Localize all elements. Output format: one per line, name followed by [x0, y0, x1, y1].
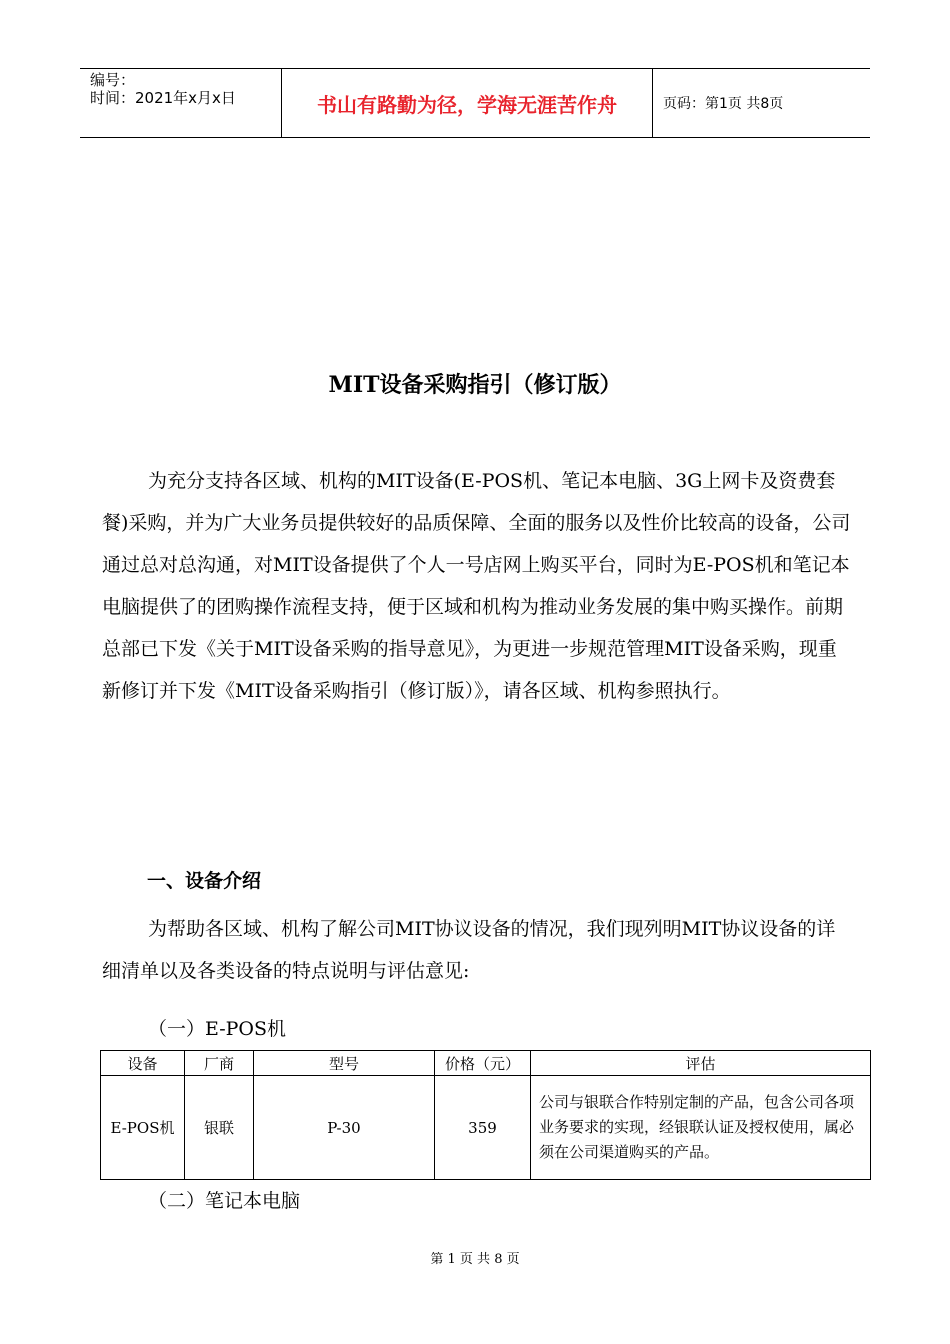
section-paragraph	[102, 908, 852, 992]
section-text: 为帮助各区域、机构了解公司MIT协议设备的情况，我们现列明MIT协议设备的详细清单以及各类设备的特点说明与评估意见:	[102, 918, 836, 982]
vendor-cell: 银联	[185, 1076, 254, 1180]
intro-paragraph	[102, 460, 852, 712]
section-heading: 一、设备介绍	[147, 870, 262, 892]
header-page-label: 页码：第1页 共8页	[663, 96, 784, 112]
subsection-laptop: （二）笔记本电脑	[148, 1190, 301, 1212]
document-title: MIT设备采购指引（修订版）	[328, 372, 622, 398]
evaluation-cell: 公司与银联合作特别定制的产品，包含公司各项业务要求的实现，经银联认证及授权使用，属必须在公司渠道购买的产品。	[531, 1076, 871, 1180]
header-meta	[80, 69, 281, 137]
page-footer: 第 1 页 共 8 页	[430, 1252, 520, 1267]
device-cell: E-POS机	[101, 1076, 185, 1180]
table-header-cell: 厂商	[185, 1051, 254, 1076]
subsection-epos: （一）E-POS机	[148, 1018, 287, 1040]
device-table	[100, 1050, 871, 1180]
table-header-cell: 评估	[531, 1051, 871, 1076]
table-row	[101, 1076, 871, 1180]
price-cell: 359	[435, 1076, 531, 1180]
header-table	[80, 68, 870, 138]
number-label: 编号：	[90, 71, 136, 89]
table-header-cell: 型号	[254, 1051, 435, 1076]
table-header-cell: 价格（元）	[435, 1051, 531, 1076]
model-cell: P-30	[254, 1076, 435, 1180]
table-header-cell: 设备	[101, 1051, 185, 1076]
header-motto: 书山有路勤为径，学海无涯苦作舟	[281, 69, 653, 137]
intro-text: 为充分支持各区域、机构的MIT设备(E-POS机、笔记本电脑、3G上网卡及资费套餐)采购，并为广大业务员提供较好的品质保障、全面的服务以及性价比较高的设备，公司通过总对总沟通，对MIT设备提供了个人一号店网上购买平台，同时为E-POS机和笔记本电脑提供了的团购操作流程支持，便于区域和机构为推动业务发展的集中购买操作。前期总部已下发《关于MIT设备采购的指导意见》，为更进一步规范管理MIT设备采购，现重新修订并下发《MIT设备采购指引（修订版）》，请各区域、机构参照执行。	[102, 470, 851, 702]
table-header-row	[101, 1051, 871, 1076]
time-label: 时间：2021年x月x日	[90, 89, 236, 107]
